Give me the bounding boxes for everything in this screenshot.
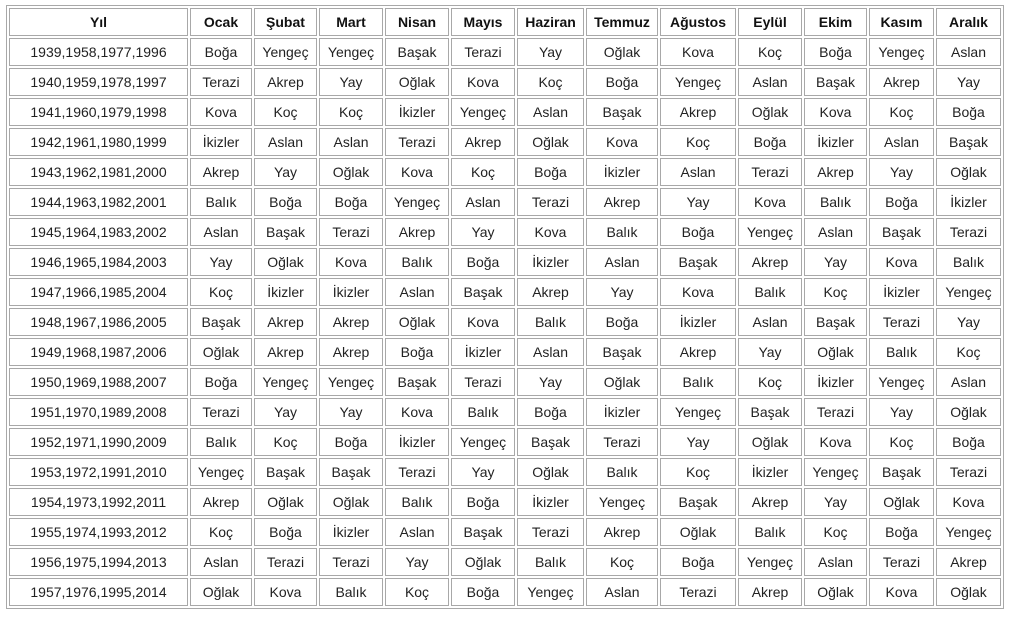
zodiac-sign-cell: İkizler bbox=[804, 368, 867, 396]
zodiac-sign-cell: Koç bbox=[254, 428, 317, 456]
month-column-header: Nisan bbox=[385, 8, 449, 36]
year-column-header: Yıl bbox=[9, 8, 188, 36]
zodiac-sign-cell: İkizler bbox=[254, 278, 317, 306]
table-row bbox=[9, 338, 1001, 366]
zodiac-sign-cell: Aslan bbox=[586, 248, 658, 276]
zodiac-sign-cell: Oğlak bbox=[517, 458, 584, 486]
zodiac-sign-cell: Koç bbox=[738, 38, 802, 66]
month-column-header: Eylül bbox=[738, 8, 802, 36]
table-row bbox=[9, 38, 1001, 66]
zodiac-sign-cell: Akrep bbox=[190, 158, 252, 186]
zodiac-sign-cell: Terazi bbox=[738, 158, 802, 186]
zodiac-sign-cell: Boğa bbox=[319, 428, 383, 456]
zodiac-sign-cell: Koç bbox=[586, 548, 658, 576]
zodiac-sign-cell: Yay bbox=[804, 488, 867, 516]
zodiac-sign-cell: Aslan bbox=[586, 578, 658, 606]
zodiac-sign-cell: Koç bbox=[738, 368, 802, 396]
zodiac-sign-cell: Yay bbox=[936, 68, 1001, 96]
zodiac-sign-cell: Oğlak bbox=[385, 68, 449, 96]
zodiac-sign-cell: Boğa bbox=[451, 248, 515, 276]
zodiac-sign-cell: İkizler bbox=[804, 128, 867, 156]
zodiac-sign-cell: Boğa bbox=[451, 488, 515, 516]
zodiac-sign-cell: Yay bbox=[190, 248, 252, 276]
table-row bbox=[9, 98, 1001, 126]
zodiac-sign-cell: Koç bbox=[936, 338, 1001, 366]
zodiac-sign-cell: Aslan bbox=[385, 278, 449, 306]
zodiac-sign-cell: Terazi bbox=[660, 578, 736, 606]
zodiac-sign-cell: Boğa bbox=[586, 68, 658, 96]
zodiac-sign-cell: Yay bbox=[660, 188, 736, 216]
month-column-header: Ocak bbox=[190, 8, 252, 36]
zodiac-sign-cell: Yay bbox=[385, 548, 449, 576]
zodiac-sign-cell: Yengeç bbox=[869, 368, 934, 396]
zodiac-sign-cell: Aslan bbox=[738, 68, 802, 96]
month-column-header: Mayıs bbox=[451, 8, 515, 36]
zodiac-sign-cell: Balık bbox=[385, 248, 449, 276]
zodiac-sign-cell: Başak bbox=[190, 308, 252, 336]
zodiac-sign-cell: Akrep bbox=[660, 98, 736, 126]
years-cell: 1940,1959,1978,1997 bbox=[9, 68, 188, 96]
zodiac-sign-cell: Aslan bbox=[738, 308, 802, 336]
zodiac-sign-cell: Boğa bbox=[936, 98, 1001, 126]
zodiac-sign-cell: Yay bbox=[517, 368, 584, 396]
zodiac-sign-cell: Kova bbox=[586, 128, 658, 156]
zodiac-sign-cell: Başak bbox=[660, 248, 736, 276]
zodiac-sign-cell: Oğlak bbox=[254, 248, 317, 276]
table-row bbox=[9, 428, 1001, 456]
zodiac-sign-cell: İkizler bbox=[517, 488, 584, 516]
zodiac-sign-cell: Oğlak bbox=[385, 308, 449, 336]
month-column-header: Şubat bbox=[254, 8, 317, 36]
zodiac-sign-cell: Koç bbox=[319, 98, 383, 126]
zodiac-sign-cell: Başak bbox=[451, 278, 515, 306]
month-column-header: Mart bbox=[319, 8, 383, 36]
zodiac-sign-cell: Balık bbox=[936, 248, 1001, 276]
zodiac-sign-cell: Yengeç bbox=[804, 458, 867, 486]
zodiac-sign-cell: Başak bbox=[254, 218, 317, 246]
zodiac-sign-cell: Balık bbox=[517, 548, 584, 576]
zodiac-sign-cell: Koç bbox=[660, 128, 736, 156]
zodiac-sign-cell: Boğa bbox=[190, 368, 252, 396]
zodiac-sign-cell: Yengeç bbox=[660, 68, 736, 96]
table-row bbox=[9, 368, 1001, 396]
zodiac-sign-cell: Akrep bbox=[738, 248, 802, 276]
zodiac-sign-cell: Balık bbox=[869, 338, 934, 366]
zodiac-sign-cell: Balık bbox=[319, 578, 383, 606]
zodiac-sign-cell: Yengeç bbox=[451, 98, 515, 126]
zodiac-sign-cell: Kova bbox=[451, 68, 515, 96]
zodiac-sign-cell: Koç bbox=[254, 98, 317, 126]
zodiac-sign-cell: Yay bbox=[660, 428, 736, 456]
zodiac-sign-cell: Yay bbox=[586, 278, 658, 306]
zodiac-sign-cell: Boğa bbox=[517, 398, 584, 426]
zodiac-sign-cell: Terazi bbox=[254, 548, 317, 576]
zodiac-sign-cell: Oğlak bbox=[804, 578, 867, 606]
zodiac-sign-cell: Akrep bbox=[660, 338, 736, 366]
years-cell: 1941,1960,1979,1998 bbox=[9, 98, 188, 126]
zodiac-sign-cell: Yay bbox=[517, 38, 584, 66]
zodiac-sign-cell: Yengeç bbox=[254, 368, 317, 396]
zodiac-sign-cell: Terazi bbox=[517, 518, 584, 546]
month-column-header: Haziran bbox=[517, 8, 584, 36]
zodiac-sign-cell: Yengeç bbox=[869, 38, 934, 66]
zodiac-sign-cell: Koç bbox=[869, 98, 934, 126]
zodiac-sign-cell: Kova bbox=[804, 98, 867, 126]
header-row bbox=[9, 8, 1001, 36]
zodiac-sign-cell: Oğlak bbox=[517, 128, 584, 156]
zodiac-sign-cell: Boğa bbox=[254, 188, 317, 216]
zodiac-sign-cell: Terazi bbox=[451, 38, 515, 66]
table-row bbox=[9, 188, 1001, 216]
zodiac-sign-cell: Başak bbox=[586, 338, 658, 366]
years-cell: 1945,1964,1983,2002 bbox=[9, 218, 188, 246]
zodiac-sign-cell: Terazi bbox=[451, 368, 515, 396]
zodiac-sign-cell: İkizler bbox=[190, 128, 252, 156]
zodiac-sign-cell: Balık bbox=[586, 218, 658, 246]
years-cell: 1949,1968,1987,2006 bbox=[9, 338, 188, 366]
zodiac-sign-cell: Akrep bbox=[586, 188, 658, 216]
zodiac-sign-cell: Akrep bbox=[738, 578, 802, 606]
zodiac-sign-cell: İkizler bbox=[319, 278, 383, 306]
zodiac-sign-cell: Kova bbox=[869, 248, 934, 276]
zodiac-sign-cell: Yengeç bbox=[936, 518, 1001, 546]
zodiac-sign-cell: Oğlak bbox=[319, 488, 383, 516]
years-cell: 1946,1965,1984,2003 bbox=[9, 248, 188, 276]
zodiac-sign-cell: Akrep bbox=[586, 518, 658, 546]
table-row bbox=[9, 278, 1001, 306]
month-column-header: Ekim bbox=[804, 8, 867, 36]
zodiac-sign-cell: İkizler bbox=[385, 428, 449, 456]
zodiac-sign-cell: Yay bbox=[254, 398, 317, 426]
zodiac-sign-cell: Akrep bbox=[319, 338, 383, 366]
zodiac-sign-cell: Boğa bbox=[660, 548, 736, 576]
years-cell: 1943,1962,1981,2000 bbox=[9, 158, 188, 186]
table-row bbox=[9, 128, 1001, 156]
zodiac-sign-cell: Oğlak bbox=[869, 488, 934, 516]
zodiac-sign-cell: Oğlak bbox=[319, 158, 383, 186]
zodiac-sign-cell: Akrep bbox=[254, 338, 317, 366]
zodiac-sign-cell: Oğlak bbox=[936, 398, 1001, 426]
zodiac-sign-cell: Boğa bbox=[660, 218, 736, 246]
zodiac-sign-cell: Balık bbox=[586, 458, 658, 486]
years-cell: 1939,1958,1977,1996 bbox=[9, 38, 188, 66]
zodiac-sign-cell: Koç bbox=[451, 158, 515, 186]
zodiac-sign-cell: Kova bbox=[451, 308, 515, 336]
zodiac-sign-cell: Başak bbox=[385, 38, 449, 66]
zodiac-sign-cell: Yay bbox=[319, 68, 383, 96]
zodiac-sign-cell: Koç bbox=[804, 518, 867, 546]
zodiac-sign-cell: Başak bbox=[254, 458, 317, 486]
zodiac-sign-cell: Akrep bbox=[517, 278, 584, 306]
zodiac-sign-cell: İkizler bbox=[936, 188, 1001, 216]
zodiac-sign-cell: İkizler bbox=[385, 98, 449, 126]
years-cell: 1951,1970,1989,2008 bbox=[9, 398, 188, 426]
zodiac-sign-cell: Aslan bbox=[190, 218, 252, 246]
zodiac-sign-cell: Oğlak bbox=[738, 98, 802, 126]
zodiac-sign-cell: Terazi bbox=[190, 398, 252, 426]
zodiac-sign-cell: Yay bbox=[451, 218, 515, 246]
zodiac-sign-cell: Boğa bbox=[869, 188, 934, 216]
zodiac-sign-cell: Terazi bbox=[804, 398, 867, 426]
zodiac-sign-cell: Aslan bbox=[804, 548, 867, 576]
zodiac-sign-cell: Boğa bbox=[190, 38, 252, 66]
zodiac-sign-cell: Başak bbox=[319, 458, 383, 486]
zodiac-sign-cell: Yengeç bbox=[738, 548, 802, 576]
zodiac-sign-cell: Başak bbox=[869, 458, 934, 486]
zodiac-sign-cell: Kova bbox=[738, 188, 802, 216]
zodiac-sign-cell: Yay bbox=[254, 158, 317, 186]
zodiac-sign-cell: Akrep bbox=[804, 158, 867, 186]
zodiac-sign-cell: Başak bbox=[451, 518, 515, 546]
zodiac-sign-cell: Oğlak bbox=[586, 368, 658, 396]
zodiac-sign-cell: İkizler bbox=[586, 398, 658, 426]
zodiac-sign-cell: Koç bbox=[804, 278, 867, 306]
zodiac-sign-cell: Boğa bbox=[517, 158, 584, 186]
zodiac-sign-cell: Aslan bbox=[190, 548, 252, 576]
zodiac-sign-cell: Başak bbox=[804, 68, 867, 96]
zodiac-sign-cell: Kova bbox=[517, 218, 584, 246]
zodiac-sign-cell: Yengeç bbox=[936, 278, 1001, 306]
zodiac-sign-cell: Başak bbox=[804, 308, 867, 336]
table-row bbox=[9, 578, 1001, 606]
zodiac-sign-cell: Yengeç bbox=[517, 578, 584, 606]
zodiac-sign-cell: Oğlak bbox=[451, 548, 515, 576]
zodiac-sign-cell: Kova bbox=[936, 488, 1001, 516]
month-column-header: Kasım bbox=[869, 8, 934, 36]
zodiac-sign-cell: Oğlak bbox=[738, 428, 802, 456]
years-cell: 1956,1975,1994,2013 bbox=[9, 548, 188, 576]
zodiac-sign-cell: Yay bbox=[936, 308, 1001, 336]
zodiac-sign-cell: Kova bbox=[804, 428, 867, 456]
years-cell: 1947,1966,1985,2004 bbox=[9, 278, 188, 306]
zodiac-sign-cell: Aslan bbox=[254, 128, 317, 156]
zodiac-sign-cell: Aslan bbox=[319, 128, 383, 156]
zodiac-sign-cell: Yengeç bbox=[586, 488, 658, 516]
zodiac-sign-cell: Akrep bbox=[451, 128, 515, 156]
years-cell: 1948,1967,1986,2005 bbox=[9, 308, 188, 336]
zodiac-sign-cell: Başak bbox=[385, 368, 449, 396]
zodiac-sign-cell: Aslan bbox=[660, 158, 736, 186]
zodiac-sign-cell: Başak bbox=[869, 218, 934, 246]
zodiac-sign-cell: Oğlak bbox=[936, 158, 1001, 186]
zodiac-sign-cell: Koç bbox=[869, 428, 934, 456]
zodiac-sign-cell: Boğa bbox=[804, 38, 867, 66]
table-row bbox=[9, 518, 1001, 546]
years-cell: 1950,1969,1988,2007 bbox=[9, 368, 188, 396]
zodiac-sign-cell: Oğlak bbox=[936, 578, 1001, 606]
zodiac-sign-cell: Yengeç bbox=[254, 38, 317, 66]
month-column-header: Ağustos bbox=[660, 8, 736, 36]
zodiac-sign-cell: Oğlak bbox=[586, 38, 658, 66]
zodiac-sign-cell: Aslan bbox=[517, 98, 584, 126]
zodiac-sign-cell: İkizler bbox=[660, 308, 736, 336]
zodiac-sign-cell: Kova bbox=[319, 248, 383, 276]
zodiac-sign-cell: Yay bbox=[869, 398, 934, 426]
zodiac-sign-cell: Akrep bbox=[936, 548, 1001, 576]
zodiac-sign-cell: Oğlak bbox=[804, 338, 867, 366]
zodiac-sign-cell: Boğa bbox=[254, 518, 317, 546]
table-row bbox=[9, 218, 1001, 246]
zodiac-sign-cell: Oğlak bbox=[190, 338, 252, 366]
zodiac-sign-cell: Yengeç bbox=[660, 398, 736, 426]
zodiac-sign-cell: Yay bbox=[319, 398, 383, 426]
zodiac-sign-cell: Aslan bbox=[385, 518, 449, 546]
zodiac-sign-cell: İkizler bbox=[738, 458, 802, 486]
zodiac-sign-cell: İkizler bbox=[586, 158, 658, 186]
zodiac-sign-cell: Koç bbox=[517, 68, 584, 96]
zodiac-sign-cell: Terazi bbox=[936, 218, 1001, 246]
zodiac-sign-cell: Başak bbox=[660, 488, 736, 516]
zodiac-sign-cell: Koç bbox=[660, 458, 736, 486]
zodiac-sign-cell: Yay bbox=[804, 248, 867, 276]
zodiac-sign-cell: Terazi bbox=[385, 128, 449, 156]
years-cell: 1954,1973,1992,2011 bbox=[9, 488, 188, 516]
zodiac-sign-cell: Kova bbox=[385, 158, 449, 186]
zodiac-sign-cell: Yengeç bbox=[451, 428, 515, 456]
zodiac-sign-cell: Akrep bbox=[190, 488, 252, 516]
zodiac-sign-cell: Yengeç bbox=[738, 218, 802, 246]
table-row bbox=[9, 158, 1001, 186]
table-header bbox=[9, 8, 1001, 36]
zodiac-sign-cell: Aslan bbox=[451, 188, 515, 216]
zodiac-sign-cell: Kova bbox=[190, 98, 252, 126]
zodiac-sign-cell: Boğa bbox=[451, 578, 515, 606]
zodiac-sign-cell: Balık bbox=[190, 428, 252, 456]
zodiac-sign-cell: Boğa bbox=[319, 188, 383, 216]
month-column-header: Aralık bbox=[936, 8, 1001, 36]
zodiac-sign-table bbox=[6, 5, 1004, 609]
table-row bbox=[9, 68, 1001, 96]
zodiac-sign-cell: Terazi bbox=[319, 218, 383, 246]
years-cell: 1955,1974,1993,2012 bbox=[9, 518, 188, 546]
zodiac-sign-cell: Kova bbox=[385, 398, 449, 426]
zodiac-sign-cell: Terazi bbox=[869, 308, 934, 336]
zodiac-sign-cell: Koç bbox=[190, 518, 252, 546]
zodiac-sign-cell: İkizler bbox=[517, 248, 584, 276]
zodiac-sign-cell: Balık bbox=[385, 488, 449, 516]
zodiac-sign-cell: Boğa bbox=[586, 308, 658, 336]
zodiac-sign-cell: Akrep bbox=[254, 308, 317, 336]
years-cell: 1942,1961,1980,1999 bbox=[9, 128, 188, 156]
zodiac-sign-cell: Yay bbox=[451, 458, 515, 486]
zodiac-sign-cell: Başak bbox=[586, 98, 658, 126]
zodiac-sign-cell: Terazi bbox=[385, 458, 449, 486]
zodiac-sign-cell: Başak bbox=[936, 128, 1001, 156]
years-cell: 1952,1971,1990,2009 bbox=[9, 428, 188, 456]
zodiac-sign-cell: Akrep bbox=[254, 68, 317, 96]
table-row bbox=[9, 308, 1001, 336]
zodiac-sign-cell: Başak bbox=[517, 428, 584, 456]
zodiac-sign-cell: Balık bbox=[451, 398, 515, 426]
zodiac-sign-cell: Koç bbox=[190, 278, 252, 306]
zodiac-sign-cell: Yay bbox=[738, 338, 802, 366]
zodiac-sign-cell: Yay bbox=[869, 158, 934, 186]
zodiac-sign-cell: Terazi bbox=[869, 548, 934, 576]
zodiac-sign-cell: Terazi bbox=[319, 548, 383, 576]
zodiac-sign-cell: Akrep bbox=[319, 308, 383, 336]
table-row bbox=[9, 458, 1001, 486]
zodiac-sign-cell: Kova bbox=[869, 578, 934, 606]
years-cell: 1957,1976,1995,2014 bbox=[9, 578, 188, 606]
zodiac-sign-cell: Akrep bbox=[738, 488, 802, 516]
zodiac-sign-cell: Kova bbox=[254, 578, 317, 606]
zodiac-sign-cell: Balık bbox=[517, 308, 584, 336]
zodiac-sign-cell: Aslan bbox=[936, 38, 1001, 66]
table-row bbox=[9, 398, 1001, 426]
zodiac-sign-cell: Terazi bbox=[936, 458, 1001, 486]
zodiac-sign-cell: Aslan bbox=[517, 338, 584, 366]
zodiac-sign-cell: Boğa bbox=[936, 428, 1001, 456]
zodiac-sign-cell: Yengeç bbox=[319, 38, 383, 66]
table-row bbox=[9, 248, 1001, 276]
table-row bbox=[9, 548, 1001, 576]
zodiac-sign-cell: Balık bbox=[738, 518, 802, 546]
zodiac-sign-cell: Akrep bbox=[869, 68, 934, 96]
zodiac-sign-cell: Akrep bbox=[385, 218, 449, 246]
zodiac-sign-cell: Koç bbox=[385, 578, 449, 606]
zodiac-sign-cell: İkizler bbox=[869, 278, 934, 306]
zodiac-sign-cell: Aslan bbox=[869, 128, 934, 156]
zodiac-sign-cell: Terazi bbox=[190, 68, 252, 96]
zodiac-sign-cell: Yengeç bbox=[190, 458, 252, 486]
zodiac-sign-cell: Kova bbox=[660, 278, 736, 306]
zodiac-sign-cell: Boğa bbox=[738, 128, 802, 156]
years-cell: 1944,1963,1982,2001 bbox=[9, 188, 188, 216]
zodiac-sign-cell: Oğlak bbox=[254, 488, 317, 516]
zodiac-sign-cell: Terazi bbox=[586, 428, 658, 456]
month-column-header: Temmuz bbox=[586, 8, 658, 36]
zodiac-sign-cell: Aslan bbox=[804, 218, 867, 246]
zodiac-sign-cell: Oğlak bbox=[660, 518, 736, 546]
zodiac-sign-cell: Başak bbox=[738, 398, 802, 426]
zodiac-sign-cell: Balık bbox=[660, 368, 736, 396]
zodiac-sign-cell: Balık bbox=[190, 188, 252, 216]
zodiac-sign-cell: Balık bbox=[738, 278, 802, 306]
zodiac-sign-cell: Kova bbox=[660, 38, 736, 66]
zodiac-sign-cell: Balık bbox=[804, 188, 867, 216]
zodiac-sign-cell: Oğlak bbox=[190, 578, 252, 606]
zodiac-sign-cell: İkizler bbox=[319, 518, 383, 546]
zodiac-sign-cell: Terazi bbox=[517, 188, 584, 216]
zodiac-sign-cell: Yengeç bbox=[319, 368, 383, 396]
table-body bbox=[9, 38, 1001, 606]
zodiac-sign-cell: Boğa bbox=[385, 338, 449, 366]
zodiac-sign-cell: İkizler bbox=[451, 338, 515, 366]
years-cell: 1953,1972,1991,2010 bbox=[9, 458, 188, 486]
zodiac-sign-cell: Boğa bbox=[869, 518, 934, 546]
zodiac-sign-cell: Aslan bbox=[936, 368, 1001, 396]
zodiac-sign-cell: Yengeç bbox=[385, 188, 449, 216]
table-row bbox=[9, 488, 1001, 516]
